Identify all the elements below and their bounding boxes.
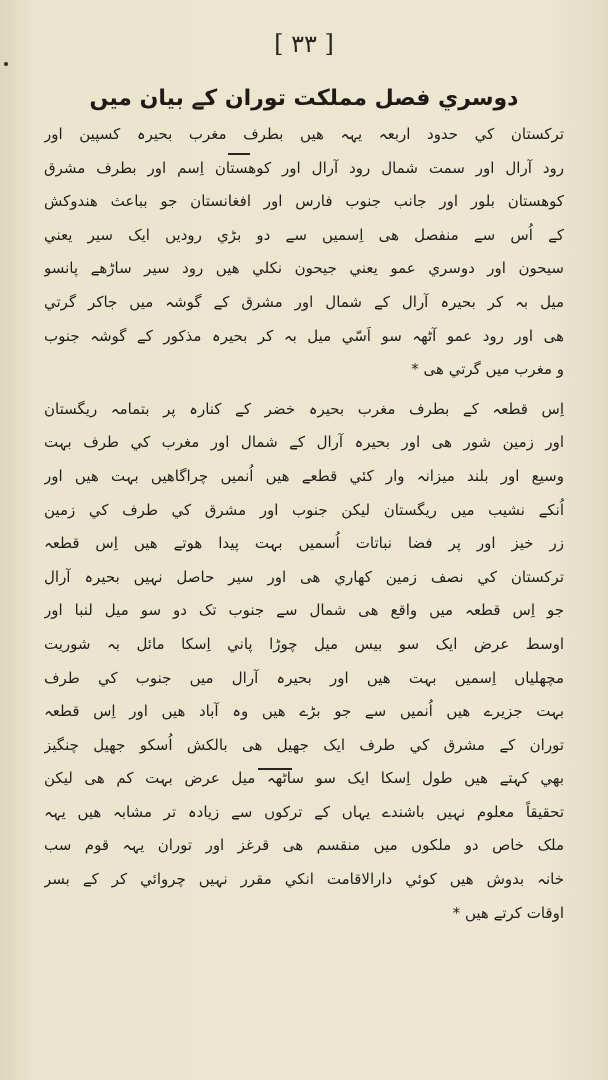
text-line: کوهستان بلور اور جانب جنوب فارس اور افغانستان جو بباعث هندوکش <box>44 192 564 211</box>
text-line: خانہ بدوش هیں کوئي دارالاقامت انکي مقرر نہیں چروائي کر کے بسر <box>44 870 564 889</box>
paragraph <box>44 393 564 931</box>
page-number: [ ۳۳ ] <box>274 30 334 58</box>
text-line: مچهلیاں اِسمیں بہت هیں اور بحیرہ آرال میں جنوب کي طرف <box>44 668 564 687</box>
text-line: سیحون اور دوسري عمو یعني جیحون نکلي هیں رود سیر ساڑهے پانسو <box>44 259 564 278</box>
text-line: تحقیقاً معلوم نہیں باشندے یہاں کے ترکوں سے زیادہ تر مشابہ هیں یہہ <box>44 802 564 821</box>
body-text <box>44 118 564 930</box>
text-line: وسیع اور بلند میزانہ وار کئي قطعے هیں اُنمیں چراگاهیں بہت هیں اور <box>44 466 564 485</box>
text-line: ملک خاص دو ملکوں میں منقسم هی قرغز اور توران یہہ قوم سب <box>44 836 564 855</box>
text-line: بہت جزیرے هیں اُنمیں سے جو بڑے هیں وہ آباد هیں اور اِس قطعہ <box>44 702 564 721</box>
text-line: توران کے مشرق کي طرف ایک جهیل هی بالکش اُسکو جهیل چنگیز <box>44 735 564 754</box>
text-line: ترکستان کي حدود اربعہ یہہ هیں بطرف مغرب بحیرہ کسپین اور <box>44 125 564 143</box>
text-line: هی اور رود عمو آٹهہ سو اَسّي میل بہ کر بحیرہ مذکور کے گوشہ جنوب <box>44 326 564 345</box>
text-line: بهي کہتے هیں طول اِسکا ایک سو ساٹهہ میل عرض بہت کم هی لیکن <box>44 769 564 788</box>
text-line: اور زمین شور هی اور بحیرہ آرال کے شمال اور مغرب کي طرف بہت <box>44 433 564 452</box>
text-line: کے اُس سے منفصل هی اِسمیں سے دو بڑي رودیں ایک سیر یعني <box>44 225 564 244</box>
text-line: اُنکے نشیب میں ریگستان لیکن جنوب اور مشرق کي طرف کي زمین <box>44 500 564 519</box>
text-line: جو اِس قطعہ میں واقع هی شمال سے جنوب تک دو سو میل لنبا اور <box>44 601 564 620</box>
text-line: و مغرب میں گرتي هی * <box>411 360 564 379</box>
text-line: اوسط عرض ایک سو بیس میل چوڑا پاني اِسکا مائل بہ شوریت <box>44 634 564 653</box>
text-line: اِس قطعہ کے بطرف مغرب بحیرہ خضر کے کنارہ پر بتمامہ ریگستان <box>44 399 564 418</box>
text-line: میل بہ کر بحیرہ آرال کے شمال اور مشرق کے گوشہ میں جاکر گرتي <box>44 292 564 311</box>
text-line: ترکستان کي نصف زمین کهاري هی اور سیر حاصل نہیں بحیرہ آرال <box>44 567 564 586</box>
text-line: رود آرال اور سمت شمال رود آرال اور کوهستان اِسم اور بطرف مشرق <box>44 158 564 177</box>
paragraph <box>44 118 564 387</box>
margin-mark <box>4 62 8 66</box>
text-line: اوقات کرتے هیں * <box>452 903 564 922</box>
section-heading: دوسري فصل مملکت توران کے بیان میں <box>89 86 519 111</box>
text-line: زر خیز اور پر فضا نباتات اُسمیں بہت پیدا هوتے هیں اِس قطعہ <box>44 534 564 553</box>
